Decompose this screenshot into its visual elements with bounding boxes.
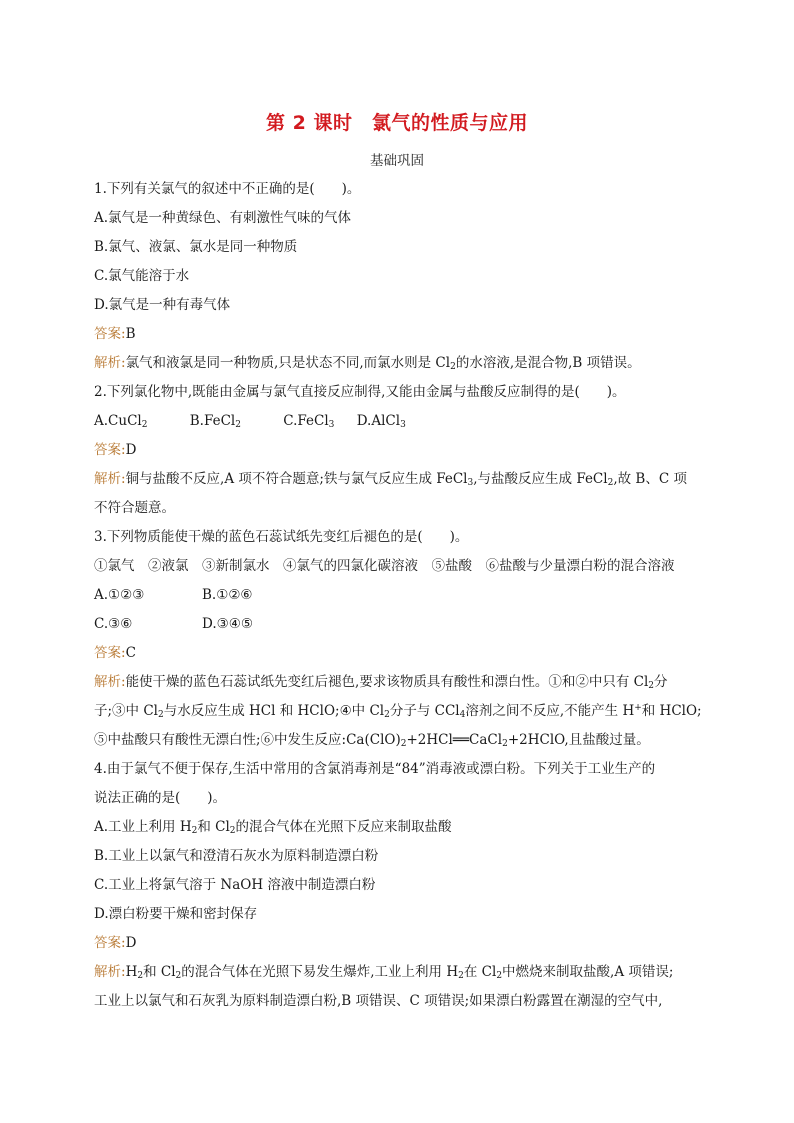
q4-stem-2: 说法正确的是( )。	[94, 790, 227, 806]
q4-option-d: D.漂白粉要干燥和密封保存	[94, 906, 258, 922]
q4-stem-1: 4.由于氯气不便于保存,生活中常用的含氯消毒剂是“84”消毒液或漂白粉。下列关于工业生产的	[94, 761, 656, 777]
q1-option-c: C.氯气能溶于水	[94, 268, 190, 284]
q3-explanation-1: 解析:能使干燥的蓝色石蕊试纸先变红后褪色,要求该物质具有酸性和漂白性。①和②中只有 $Cl_2$分	[94, 674, 668, 691]
q2-stem: 2.下列氯化物中,既能由金属与氯气直接反应制得,又能由金属与盐酸反应制得的是( )。	[94, 384, 626, 400]
q2-options	[94, 407, 698, 436]
q4-option-a: A.工业上利用 $H_2$和 $Cl_2$的混合气体在光照下反应来制取盐酸	[94, 819, 452, 836]
q3-option-b: B.①②⑥	[202, 587, 253, 603]
q1-option-d: D.氯气是一种有毒气体	[94, 297, 231, 313]
q3-explanation-3: ⑤中盐酸只有酸性无漂白性;⑥中发生反应$:Ca(ClO)_2+2HCl══CaCl_2+2HClO$,且盐酸过量。	[94, 732, 650, 749]
content-body	[94, 146, 702, 1016]
q1-option-b: B.氯气、液氯、氯水是同一种物质	[94, 239, 298, 255]
q2-option-c: C.FeCl$_3$	[283, 413, 335, 430]
q4-option-c: C.工业上将氯气溶于 NaOH 溶液中制造漂白粉	[94, 877, 376, 893]
q3-options-cd	[94, 610, 698, 639]
q2-explanation-2: 不符合题意。	[94, 500, 175, 516]
q1-option-a: A.氯气是一种黄绿色、有刺激性气味的气体	[94, 210, 352, 226]
q3-answer: 答案:C	[94, 645, 136, 661]
q1-answer: 答案:B	[94, 326, 136, 342]
q4-explanation-1: 解析$:H_2$和 $Cl_2$的混合气体在光照下易发生爆炸,工业上利用 $H_2$在 $Cl_2$中燃烧来制取盐酸,A 项错误;	[94, 964, 674, 981]
q2-answer: 答案:D	[94, 442, 137, 458]
q2-option-d: D.AlCl$_3$	[356, 413, 406, 430]
q3-option-a: A.①②③	[94, 587, 145, 603]
section-heading: 基础巩固	[370, 153, 424, 169]
q3-items: ①氯气 ②液氯 ③新制氯水 ④氯气的四氯化碳溶液 ⑤盐酸 ⑥盐酸与少量漂白粉的混合溶液	[94, 558, 675, 574]
q1-explanation: 解析:氯气和液氯是同一种物质,只是状态不同,而氯水则是 $Cl_2$的水溶液,是混合物,B 项错误。	[94, 355, 641, 372]
q3-stem: 3.下列物质能使干燥的蓝色石蕊试纸先变红后褪色的是( )。	[94, 529, 469, 545]
q4-answer: 答案:D	[94, 935, 137, 951]
q3-option-d: D.③④⑤	[202, 616, 253, 632]
q2-option-b: B.FeCl$_2$	[189, 413, 241, 430]
q3-explanation-2: 子;③中 $Cl_2$与水反应生成 HCl 和 HClO;④中 $Cl_2$分子与 CCl$_4$溶剂之间不反应,不能产生 H+和 HClO;	[94, 703, 702, 720]
q2-option-a: A.CuCl$_2$	[94, 413, 148, 430]
q1-stem: 1.下列有关氯气的叙述中不正确的是( )。	[94, 181, 361, 197]
q4-option-b: B.工业上以氯气和澄清石灰水为原料制造漂白粉	[94, 848, 379, 864]
q4-explanation-2: 工业上以氯气和石灰乳为原料制造漂白粉,B 项错误、C 项错误;如果漂白粉露置在潮湿的空气中,	[94, 993, 663, 1009]
q3-options-ab	[94, 581, 698, 610]
q3-option-c: C.③⑥	[94, 616, 133, 632]
page-title: 第 2 课时 氯气的性质与应用	[266, 112, 528, 134]
q2-explanation-1: 解析:铜与盐酸不反应,A 项不符合题意;铁与氯气反应生成 FeCl$_3$,与盐酸反应生成 FeCl$_2$,故 B、C 项	[94, 471, 687, 488]
